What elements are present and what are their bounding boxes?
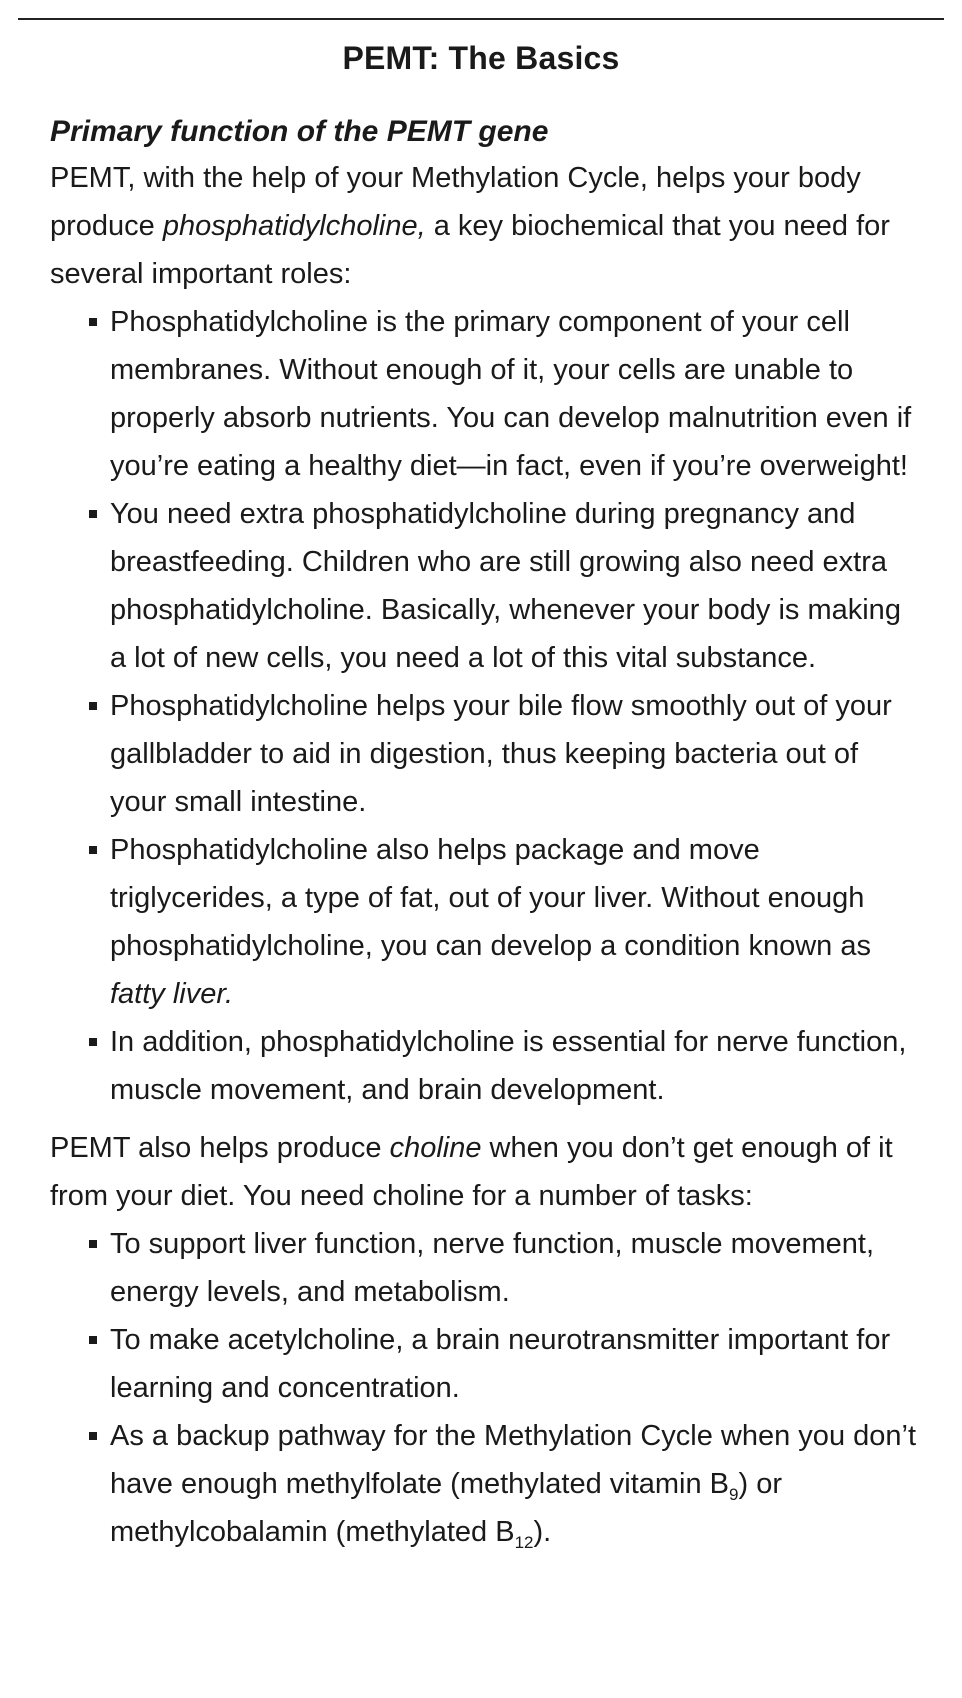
list-item xyxy=(50,298,920,490)
list-item-text: To support liver function, nerve function, muscle movement, energy levels, and metabolism. xyxy=(110,1228,875,1308)
choline-emphasis: choline xyxy=(389,1132,482,1164)
list-item xyxy=(50,1412,920,1556)
list-item xyxy=(50,1018,920,1114)
list-item-text: Phosphatidylcholine is the primary component of your cell membranes. Without enough of it, your cells are unable to properly absorb nutrients. You can develop malnutrition even if you’re eating a healthy diet—in fact, even if you’re overweight! xyxy=(110,306,912,482)
list-item-text: ). xyxy=(533,1516,552,1548)
list-item xyxy=(50,1316,920,1412)
document-body xyxy=(50,112,920,1556)
subscript-9: 9 xyxy=(729,1485,739,1504)
list-item-emphasis: fatty liver. xyxy=(110,978,234,1010)
choline-tasks-list xyxy=(50,1220,920,1556)
list-item xyxy=(50,682,920,826)
list-item xyxy=(50,826,920,1018)
choline-paragraph xyxy=(50,1124,920,1220)
list-item xyxy=(50,490,920,682)
list-item xyxy=(50,1220,920,1316)
intro-text: PEMT, with the help of your Methylation Cycle, helps your body produce xyxy=(50,162,861,242)
top-divider xyxy=(18,18,944,20)
subscript-12: 12 xyxy=(514,1533,534,1552)
list-item-text: ) or methylcobalamin (methylated B xyxy=(110,1468,782,1548)
list-item-text: To make acetylcholine, a brain neurotransmitter important for learning and concentration. xyxy=(110,1324,891,1404)
list-item-text: Phosphatidylcholine helps your bile flow smoothly out of your gallbladder to aid in digestion, thus keeping bacteria out of your small intestine. xyxy=(110,690,892,818)
list-item-text: You need extra phosphatidylcholine during pregnancy and breastfeeding. Children who are still growing also need extra phosphatidylcholine. Basically, whenever your body is making a lot of new cells, you need a lot of this vital substance. xyxy=(110,498,901,674)
choline-text-end: when you don’t get enough of it from your diet. You need choline for a number of tasks: xyxy=(50,1132,893,1212)
intro-text-end: a key biochemical that you need for several important roles: xyxy=(50,210,890,290)
list-item-text: As a backup pathway for the Methylation Cycle when you don’t have enough methylfolate (methylated vitamin B xyxy=(110,1420,917,1500)
phosphatidylcholine-roles-list xyxy=(50,298,920,1114)
intro-emphasis: phosphatidylcholine, xyxy=(162,210,426,242)
list-item-text: Phosphatidylcholine also helps package and move triglycerides, a type of fat, out of your liver. Without enough phosphatidylcholine, you can develop a condition known as xyxy=(110,834,871,962)
intro-paragraph xyxy=(50,154,920,298)
page-title: PEMT: The Basics xyxy=(342,40,620,76)
list-item-text: In addition, phosphatidylcholine is essential for nerve function, muscle movement, and brain development. xyxy=(110,1026,907,1106)
choline-text: PEMT also helps produce xyxy=(50,1132,390,1164)
section-heading: Primary function of the PEMT gene xyxy=(50,115,549,148)
